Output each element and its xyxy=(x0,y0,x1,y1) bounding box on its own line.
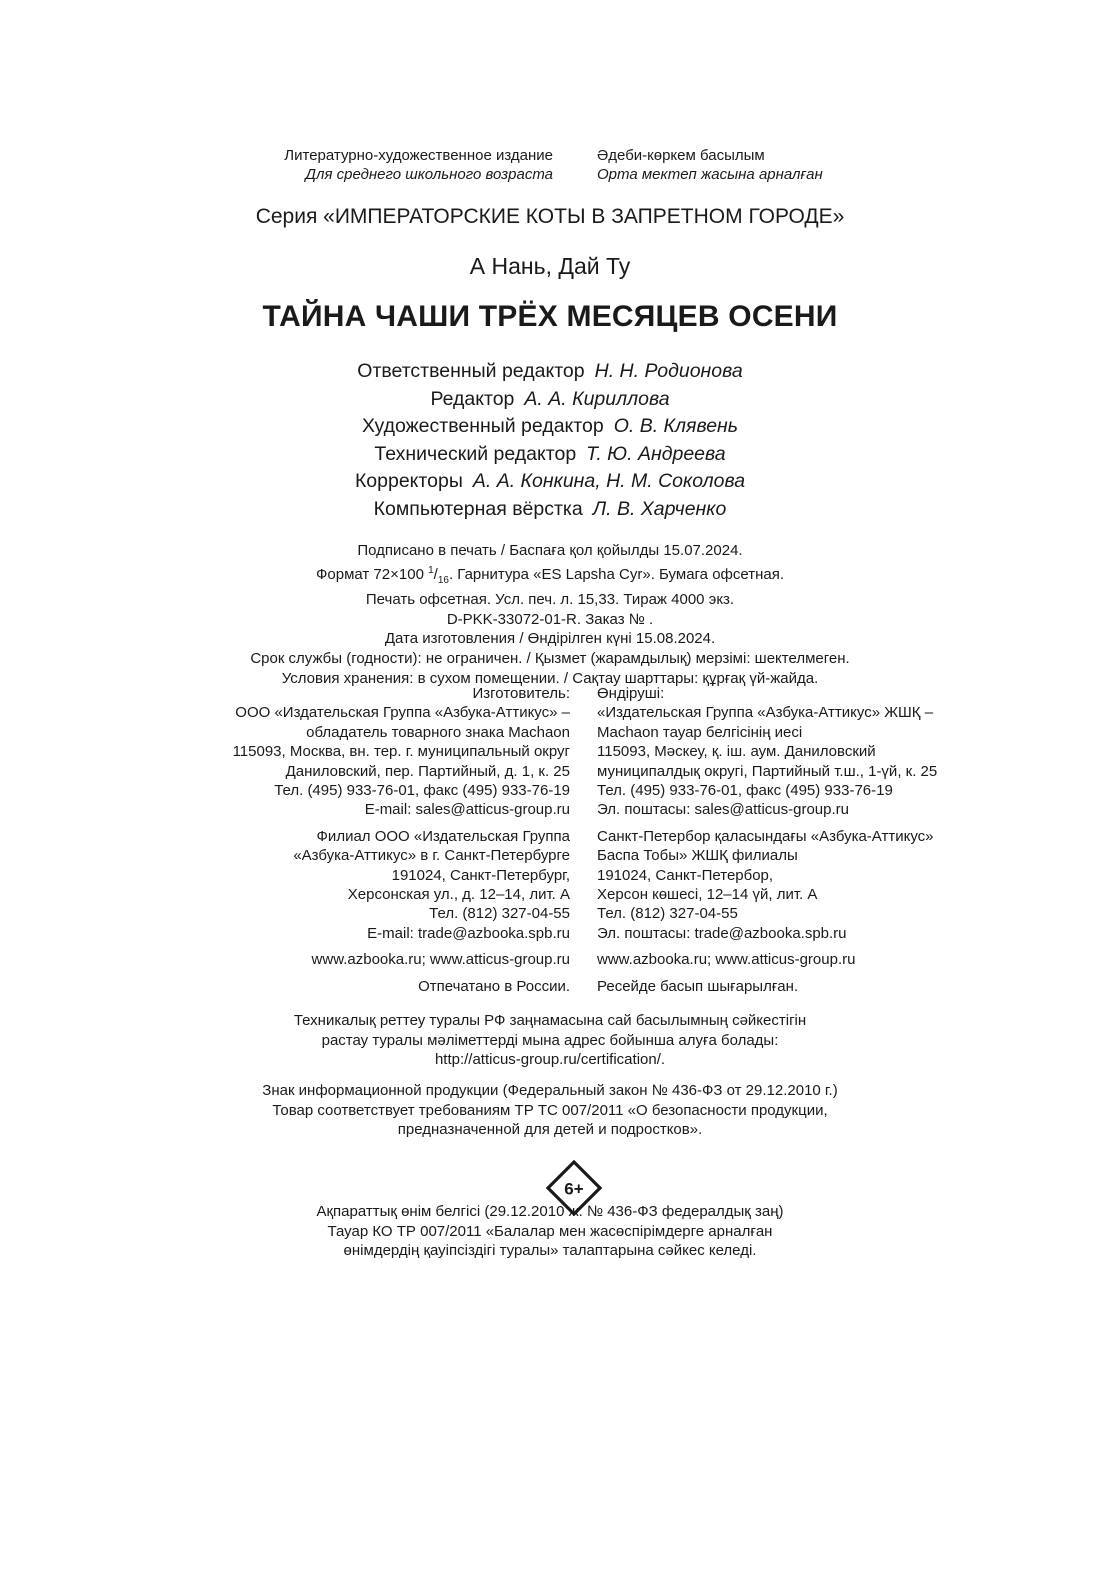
printed-in-ru: Отпечатано в России. xyxy=(418,977,570,995)
credit-name: Т. Ю. Андреева xyxy=(586,442,726,465)
credit-line xyxy=(0,468,1100,496)
credit-name: А. А. Кириллова xyxy=(524,387,670,410)
format-line: Формат 72×100 $^1/_{16}$. Гарнитура «ES Lapsha Cyr». Бумага офсетная. xyxy=(315,564,785,586)
credit-role: Редактор xyxy=(430,387,515,410)
credit-name: О. В. Клявень xyxy=(613,415,739,438)
manufacturer-ru-main: Изготовитель: ООО «Издательская Группа «Азбука-Аттикус» – обладатель товарного знака Machaon 115093, Москва, вн. тер. г. муниципальный округ Даниловский, пер. Партийный, д. 1, к. 25 Тел. (495) 933-76-01, факс (495) 933-76-19 E-mail: sales@atticus-group.ru xyxy=(232,685,570,819)
age-group-kz: Орта мектеп жасына арналған xyxy=(597,166,823,183)
header-right xyxy=(597,146,823,184)
header-left xyxy=(284,146,553,184)
credit-line xyxy=(0,358,1100,386)
credit-role: Корректоры xyxy=(354,470,463,493)
manufacturer-ru-branch: Филиал ООО «Издательская Группа «Азбука-Аттикус» в г. Санкт-Петербурге 191024, Санкт-Петербург, Херсонская ул., д. 12–14, лит. А Тел. (812) 327-04-55 E-mail: trade@azbooka.spb.ru xyxy=(293,827,570,942)
credit-name: Н. Н. Родионова xyxy=(594,360,743,382)
service-line: Срок службы (годности): не ограничен. / Қызмет (жарамдылық) мерзімі: шектелмеген. xyxy=(250,649,850,667)
date-line: Дата изготовления / Өндірілген күні 15.08.2024. xyxy=(384,630,716,648)
certification-note: Техникалық реттеу туралы РФ заңнамасына сай басылымның сәйкестігін растау туралы мәліметтерді мына адрес бойынша алуға болады: http://atticus-group.ru/certification/. xyxy=(293,1012,807,1069)
book-title: ТАЙНА ЧАШИ ТРЁХ МЕСЯЦЕВ ОСЕНИ xyxy=(262,300,838,333)
manufacturer-kz xyxy=(597,684,937,996)
website-kz: www.azbooka.ru; www.atticus-group.ru xyxy=(597,951,856,969)
series-name: Серия «ИМПЕРАТОРСКИЕ КОТЫ В ЗАПРЕТНОМ ГОРОДЕ» xyxy=(255,205,845,228)
info-sign-kz: Ақпараттық өнім белгісі (29.12.2010 ж. № 436-ФЗ федералдық заң) Тауар КО ТР 007/2011 «Балалар мен жасөспірімдерге арналған өнімдердің қауіпсіздігі туралы» талаптарына сәйкес келеді. xyxy=(316,1203,784,1260)
credit-name: А. А. Конкина, Н. М. Соколова xyxy=(472,470,746,493)
technical-info xyxy=(0,541,1100,688)
credit-role: Компьютерная вёрстка xyxy=(373,497,583,520)
website-ru: www.azbooka.ru; www.atticus-group.ru xyxy=(311,951,570,969)
order-line: D-PKK-33072-01-R. Заказ № . xyxy=(446,610,654,628)
credit-role: Ответственный редактор xyxy=(357,360,585,382)
manufacturer-kz-main: Өндіруші: «Издательская Группа «Азбука-Аттикус» ЖШҚ – Machaon тауар белгісінің иесі 115093, Мәскеу, қ. іш. аум. Даниловский муниципалдық округі, Партийный т.ш., 1-үй, к. 25 Тел. (495) 933-76-01, факс (495) 933-76-19 Эл. поштасы: sales@atticus-group.ru xyxy=(597,685,938,819)
signed-line: Подписано в печать / Баспаға қол қойылды 15.07.2024. xyxy=(357,542,743,559)
credits-list xyxy=(0,358,1100,524)
print-line: Печать офсетная. Усл. печ. л. 15,33. Тираж 4000 экз. xyxy=(365,591,735,609)
credit-line xyxy=(0,386,1100,414)
age-group-ru: Для среднего школьного возраста xyxy=(305,166,553,183)
credit-role: Художественный редактор xyxy=(361,415,604,438)
authors: А Нань, Дай Ту xyxy=(469,253,631,279)
credit-line xyxy=(0,441,1100,469)
credit-name: Л. В. Харченко xyxy=(592,497,727,520)
edition-type-kz: Әдеби-көркем басылым xyxy=(597,147,765,164)
manufacturer-kz-branch: Санкт-Петербор қаласындағы «Азбука-Аттикус» Баспа Тобы» ЖШҚ филиалы 191024, Санкт-Петербор, Херсон көшесі, 12–14 үй, лит. А Тел. (812) 327-04-55 Эл. поштасы: trade@azbooka.spb.ru xyxy=(597,827,934,942)
printed-in-kz: Ресейде басып шығарылған. xyxy=(597,977,799,995)
manufacturer-ru xyxy=(233,684,570,996)
credit-line xyxy=(0,496,1100,524)
credit-line xyxy=(0,413,1100,441)
age-rating-text: 6+ xyxy=(564,1179,584,1199)
info-sign-ru: Знак информационной продукции (Федеральный закон № 436-ФЗ от 29.12.2010 г.) Товар соответствует требованиям ТР ТС 007/2011 «О безопасности продукции, предназначенной для детей и подростков». xyxy=(262,1082,838,1139)
edition-type-ru: Литературно-художественное издание xyxy=(284,147,553,164)
storage-line: Условия хранения: в сухом помещении. / Сақтау шарттары: құрғақ үй-жайда. xyxy=(281,669,819,687)
credit-role: Технический редактор xyxy=(374,442,577,465)
